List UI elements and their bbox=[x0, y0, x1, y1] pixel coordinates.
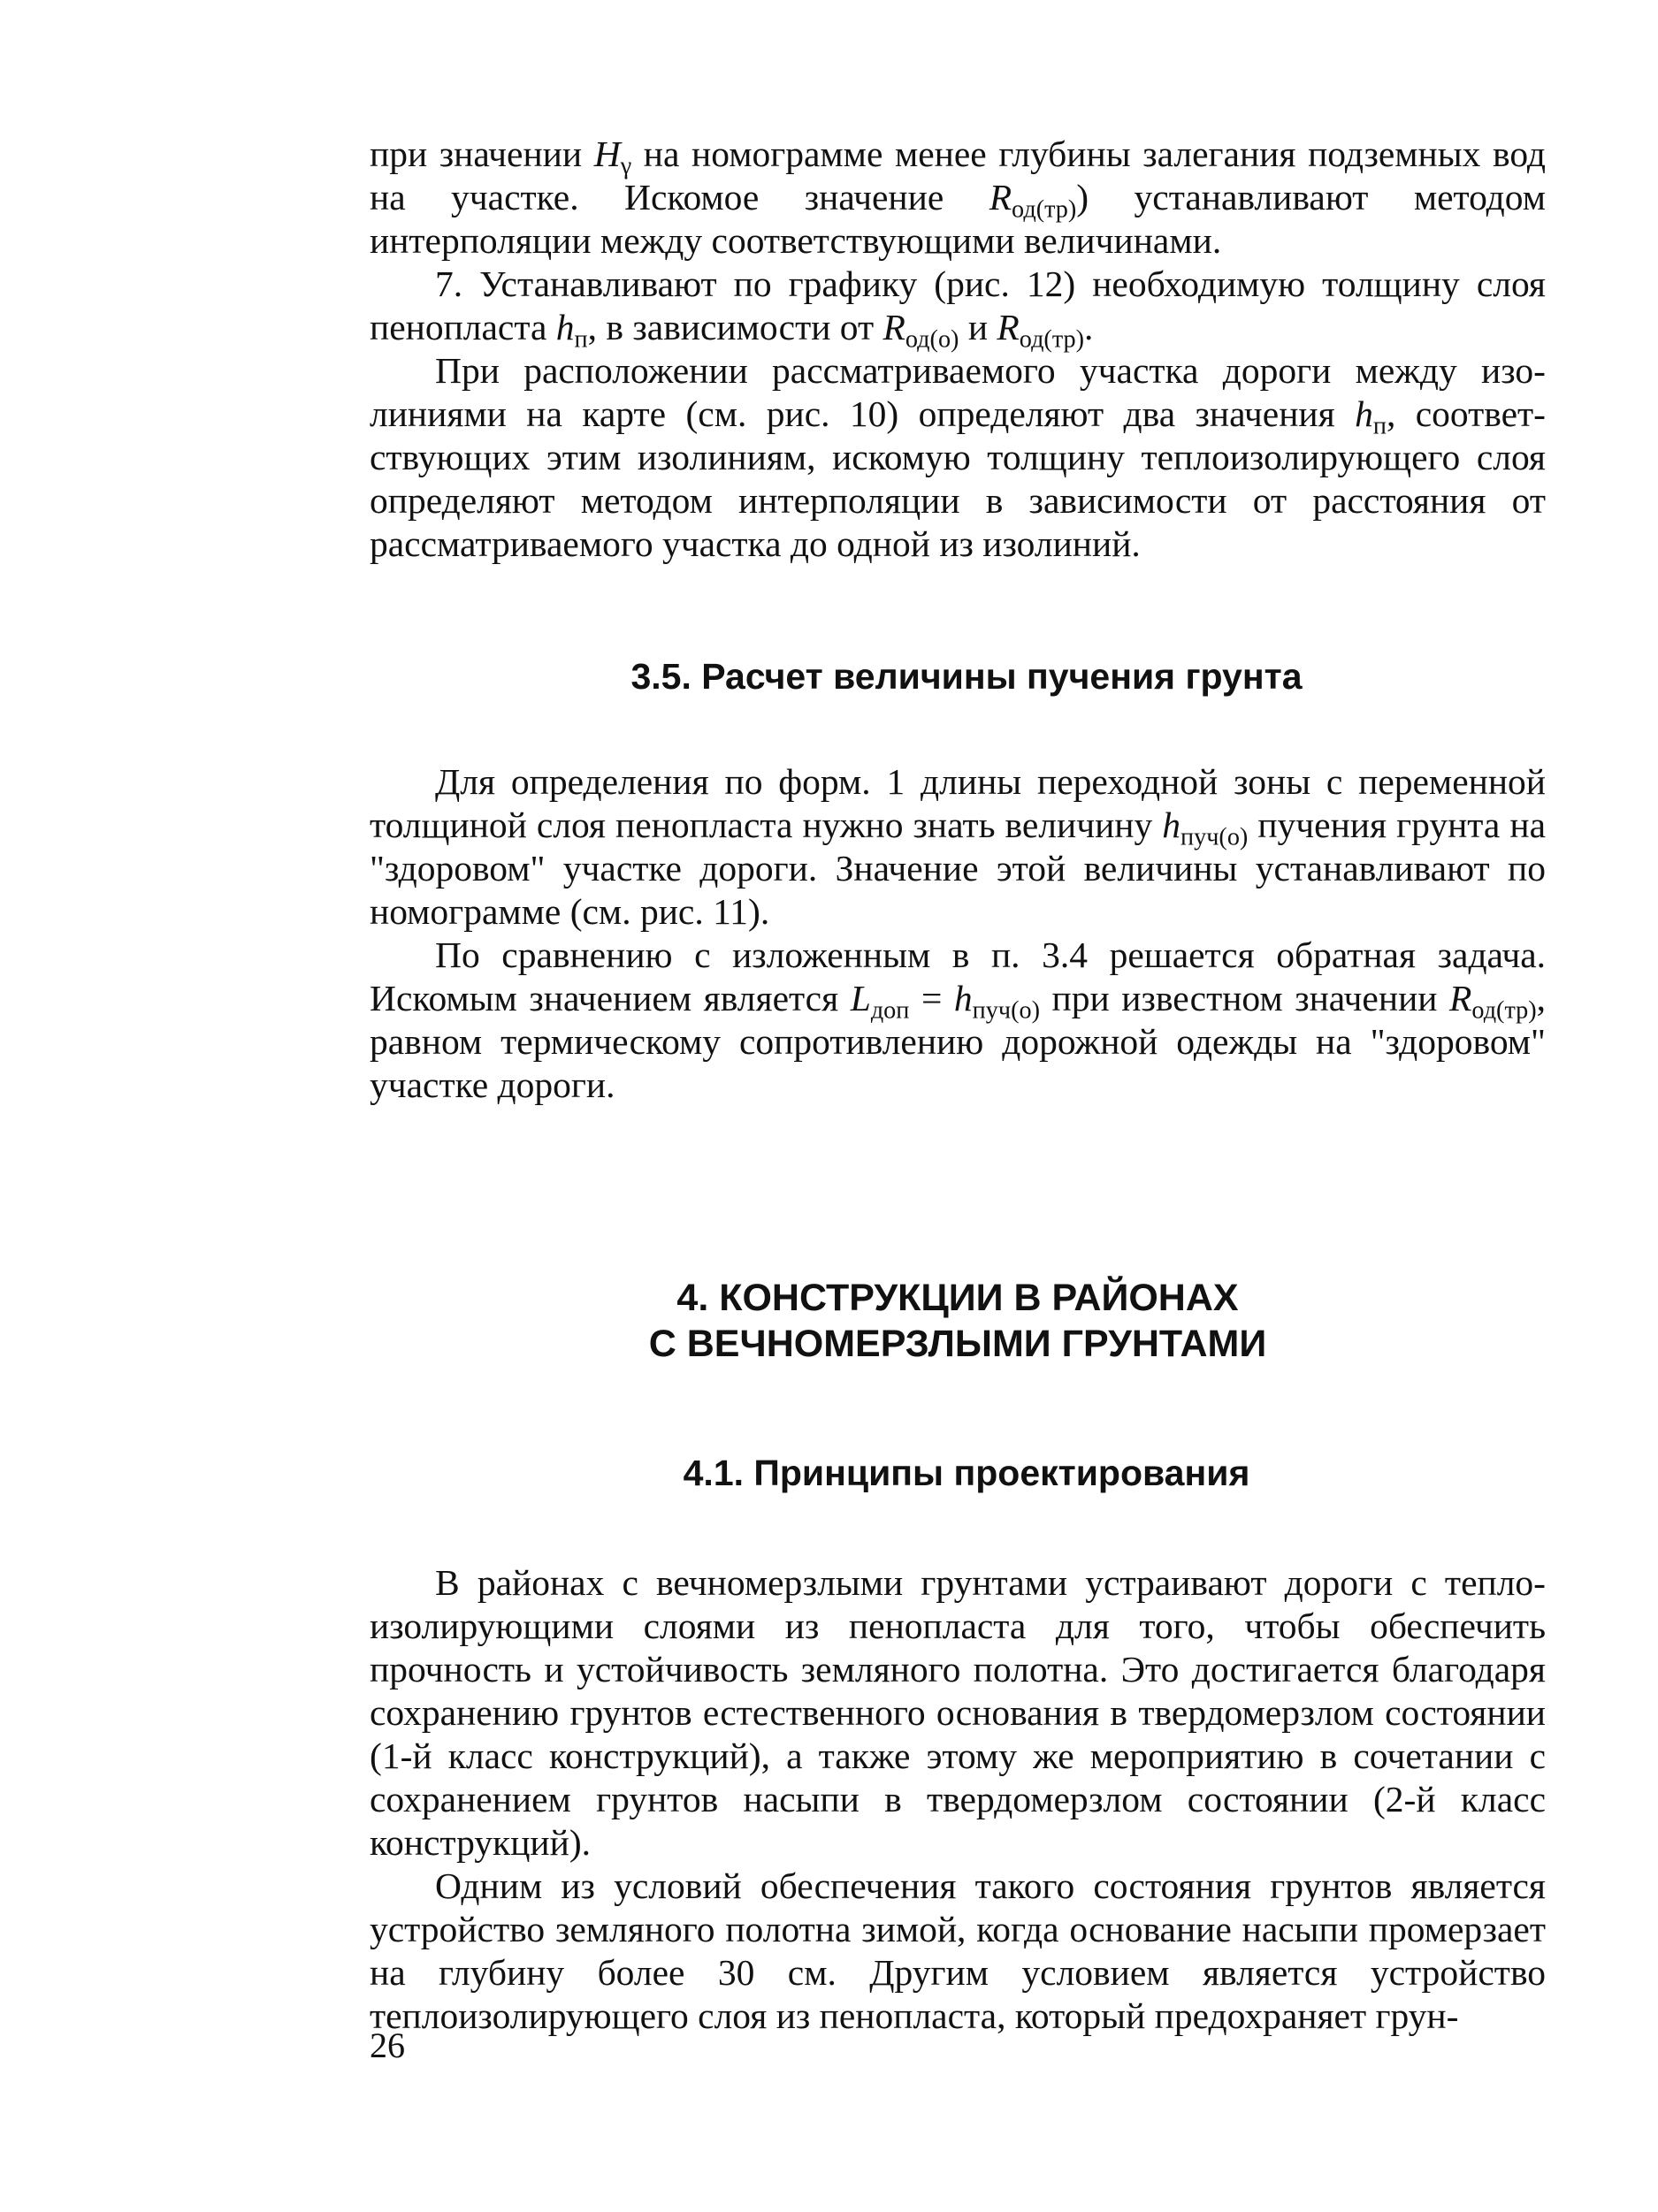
paragraph-heave-value bbox=[370, 760, 1546, 934]
variable-subscript: од(тр) bbox=[1012, 195, 1077, 224]
paragraph-conditions: Одним из условий обеспечения такого состояния грунтов является устройство земляного полотна зимой, когда основание насыпи промерзает на глубину более 30 см. Другим условием является устройство теплоизолирующего слоя из пенопласта, который предохраняет грун- bbox=[370, 1865, 1546, 2036]
variable-r-od-tr bbox=[989, 177, 1077, 224]
text-run: , в зависимости от bbox=[587, 307, 883, 347]
variable-r-od-tr bbox=[997, 307, 1085, 354]
variable-subscript: од(о) bbox=[905, 325, 959, 354]
variable-h-gamma bbox=[593, 133, 632, 180]
variable-subscript: од(тр) bbox=[1471, 996, 1537, 1025]
text-run: и bbox=[959, 307, 997, 347]
section-heading-3-5: 3.5. Расчет величины пучения грунта bbox=[630, 656, 1303, 697]
variable-subscript: пуч(о) bbox=[1180, 823, 1249, 851]
text-run: По сравнению с изложенным в п. 3.4 решается обратная задача. Искомым значением является bbox=[370, 934, 1546, 1018]
variable-subscript: п bbox=[1372, 412, 1387, 440]
text-run: , равном термическому сопротивлению дорожной одежды на "здоровом" участке дороги. bbox=[370, 978, 1547, 1105]
text-run: , соответствующих этим изолиниям, искомую толщину теплоизолирующего слоя определяют методом интерполяции в зависимости от расстояния от рассматриваемого участка до одной из изолиний. bbox=[370, 393, 1546, 564]
chapter-heading-4 bbox=[370, 1275, 1546, 1367]
variable-subscript: од(тр) bbox=[1019, 325, 1085, 354]
variable-symbol: R bbox=[882, 307, 905, 347]
text-run: ) устанавливают методом интерполяции между соответствующими величинами. bbox=[370, 177, 1546, 261]
paragraph-isolines bbox=[370, 349, 1546, 566]
text-run: 7. Устанавливают по графику (рис. 12) необходимую толщину слоя пенопласта bbox=[370, 263, 1546, 347]
variable-symbol: h bbox=[953, 978, 973, 1018]
variable-subscript: доп bbox=[870, 996, 910, 1025]
text-run: при значении bbox=[370, 133, 594, 174]
text-run: = bbox=[909, 978, 954, 1018]
variable-subscript: пуч(о) bbox=[972, 996, 1040, 1025]
variable-symbol: h bbox=[1162, 805, 1181, 845]
variable-symbol: R bbox=[997, 307, 1020, 347]
variable-symbol: R bbox=[989, 177, 1012, 217]
variable-h-p bbox=[1355, 393, 1387, 440]
paragraph-permafrost-roads: В районах с вечномерзлыми грунтами устраивают дороги с теплоизолирующими слоями из пенопласта для того, чтобы обеспечить прочность и устойчивость земляного полотна. Это достигается благодаря сохранению грунтов естественного основания в твердомерзлом состоянии (1-й класс конструкций), а также этому же мероприятию в сочетании с сохранением грунтов насыпи в твердомерзлом состоянии (2-й класс конструкций). bbox=[370, 1562, 1546, 1863]
paragraph-3-4-continuation bbox=[370, 133, 1546, 263]
variable-subscript: γ bbox=[620, 152, 632, 180]
variable-h-puch-o bbox=[1162, 805, 1249, 851]
section-heading-4-1: 4.1. Принципы проектирования bbox=[683, 1453, 1250, 1493]
paragraph-inverse-problem bbox=[370, 934, 1546, 1107]
variable-symbol: h bbox=[555, 307, 575, 347]
variable-symbol: L bbox=[850, 978, 871, 1018]
variable-subscript: п bbox=[574, 325, 588, 354]
text-run: при известном значении bbox=[1039, 978, 1450, 1018]
text-run: Для определения по форм. 1 длины переходной зоны с переменной толщиной слоя пенопласта нужно знать величину bbox=[370, 761, 1546, 845]
variable-r-od-o bbox=[882, 307, 959, 354]
paragraph-step-7 bbox=[370, 263, 1546, 354]
text-run: пучения грунта на "здоровом" участке дороги. Значение этой величины устанавливают по номограмме (см. рис. 11). bbox=[370, 805, 1546, 932]
variable-symbol: h bbox=[1355, 393, 1373, 434]
variable-symbol: H bbox=[593, 133, 621, 174]
document-page bbox=[370, 133, 1546, 2038]
text-run: . bbox=[1084, 307, 1094, 347]
variable-r-od-tr bbox=[1449, 978, 1537, 1025]
text-run: При расположении рассматриваемого участка дороги между изолиниями на карте (см. рис. 10) определяют два значения bbox=[370, 350, 1546, 434]
chapter-heading-line-1: 4. КОНСТРУКЦИИ В РАЙОНАХ bbox=[676, 1277, 1239, 1319]
variable-symbol: R bbox=[1449, 978, 1472, 1018]
chapter-heading-line-2: С ВЕЧНОМЕРЗЛЫМИ ГРУНТАМИ bbox=[648, 1323, 1267, 1365]
page-number: 26 bbox=[370, 2025, 405, 2065]
variable-l-dop bbox=[850, 978, 910, 1025]
text-run: на номограмме менее глубины залегания подземных вод на участке. Искомое значение bbox=[370, 133, 1546, 217]
variable-h-p bbox=[555, 307, 588, 354]
variable-h-puch-o bbox=[953, 978, 1040, 1025]
